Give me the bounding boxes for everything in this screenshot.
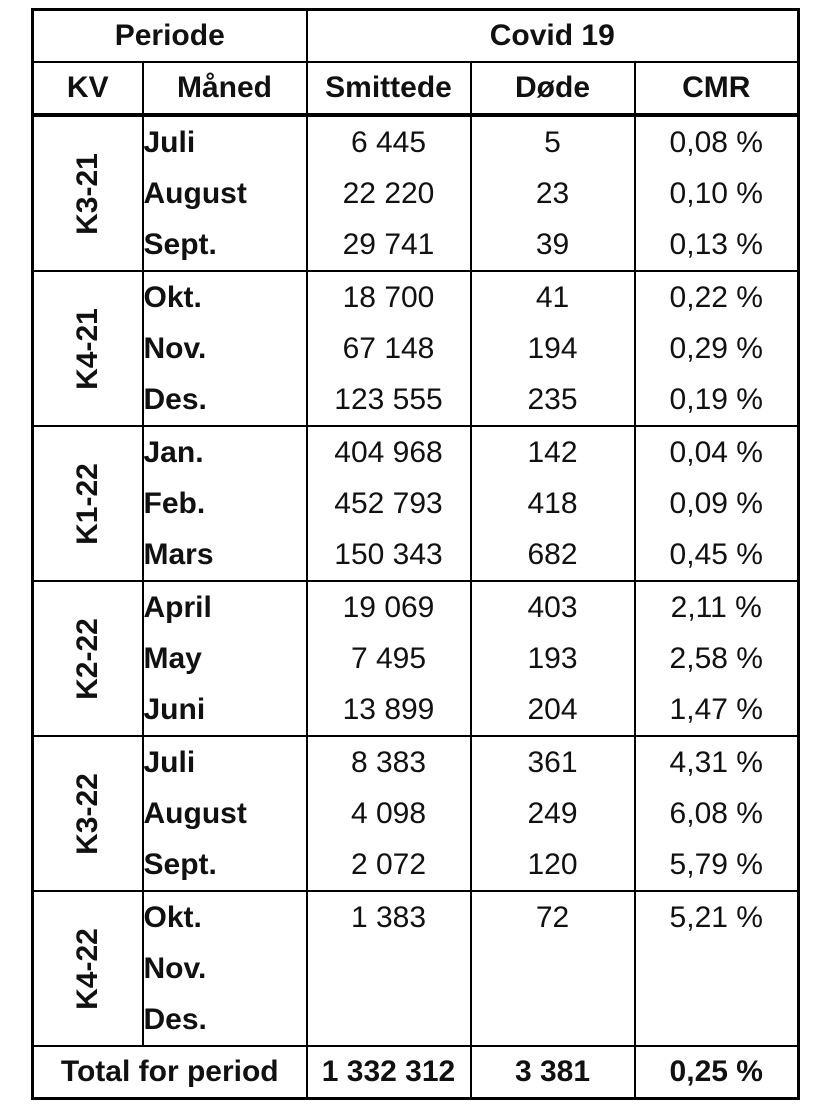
dode-cell: 23: [471, 168, 635, 219]
table-row: [33, 529, 799, 581]
month-cell: May: [143, 633, 307, 684]
table-row: [33, 943, 799, 994]
total-label: Total for period: [33, 1046, 307, 1099]
month-cell: Des.: [143, 374, 307, 426]
table-row: [33, 581, 799, 633]
smittede-cell: 22 220: [307, 168, 471, 219]
table-row: [33, 788, 799, 839]
cmr-cell: 0,09 %: [635, 478, 799, 529]
header-cmr: CMR: [635, 62, 799, 115]
table-row: [33, 994, 799, 1046]
cmr-cell: 0,29 %: [635, 323, 799, 374]
cmr-cell: [635, 994, 799, 1046]
cmr-cell: 0,22 %: [635, 271, 799, 323]
total-dode: 3 381: [471, 1046, 635, 1099]
header-periode: Periode: [33, 10, 307, 63]
month-cell: Juli: [143, 115, 307, 168]
month-cell: April: [143, 581, 307, 633]
kv-label: K3-22: [70, 772, 104, 855]
cmr-cell: 5,21 %: [635, 891, 799, 943]
kv-label: K3-21: [70, 152, 104, 235]
covid-table: [31, 8, 800, 1100]
cmr-cell: 0,19 %: [635, 374, 799, 426]
dode-cell: 249: [471, 788, 635, 839]
header-smittede: Smittede: [307, 62, 471, 115]
smittede-cell: [307, 943, 471, 994]
month-cell: Okt.: [143, 891, 307, 943]
dode-cell: 361: [471, 736, 635, 788]
header-maned: Måned: [143, 62, 307, 115]
header-covid: Covid 19: [307, 10, 799, 63]
kv-cell: [33, 426, 143, 581]
smittede-cell: 150 343: [307, 529, 471, 581]
smittede-cell: 8 383: [307, 736, 471, 788]
table-row: [33, 736, 799, 788]
cmr-cell: 0,13 %: [635, 219, 799, 271]
month-cell: Nov.: [143, 943, 307, 994]
dode-cell: 682: [471, 529, 635, 581]
dode-cell: 39: [471, 219, 635, 271]
dode-cell: [471, 943, 635, 994]
cmr-cell: [635, 943, 799, 994]
table-row: [33, 271, 799, 323]
kv-cell: [33, 891, 143, 1046]
smittede-cell: 1 383: [307, 891, 471, 943]
table-row: [33, 478, 799, 529]
dode-cell: 418: [471, 478, 635, 529]
kv-label: K2-22: [70, 617, 104, 700]
dode-cell: 194: [471, 323, 635, 374]
table-row: [33, 891, 799, 943]
kv-cell: [33, 581, 143, 736]
cmr-cell: 0,08 %: [635, 115, 799, 168]
total-cmr: 0,25 %: [635, 1046, 799, 1099]
kv-label: K4-21: [70, 307, 104, 390]
smittede-cell: 123 555: [307, 374, 471, 426]
kv-label: K1-22: [70, 462, 104, 545]
smittede-cell: 29 741: [307, 219, 471, 271]
table-row: [33, 219, 799, 271]
dode-cell: 403: [471, 581, 635, 633]
month-cell: Okt.: [143, 271, 307, 323]
kv-label: K4-22: [70, 927, 104, 1010]
dode-cell: 193: [471, 633, 635, 684]
cmr-cell: 0,45 %: [635, 529, 799, 581]
header-kv: KV: [33, 62, 143, 115]
month-cell: Sept.: [143, 839, 307, 891]
smittede-cell: 4 098: [307, 788, 471, 839]
table-row: [33, 115, 799, 168]
kv-cell: [33, 115, 143, 271]
table-body: [33, 115, 799, 1046]
total-row: [33, 1046, 799, 1099]
month-cell: August: [143, 788, 307, 839]
month-cell: Juli: [143, 736, 307, 788]
smittede-cell: 67 148: [307, 323, 471, 374]
dode-cell: 5: [471, 115, 635, 168]
cmr-cell: 2,11 %: [635, 581, 799, 633]
kv-cell: [33, 736, 143, 891]
table-row: [33, 374, 799, 426]
dode-cell: [471, 994, 635, 1046]
dode-cell: 41: [471, 271, 635, 323]
smittede-cell: 404 968: [307, 426, 471, 478]
dode-cell: 235: [471, 374, 635, 426]
table-row: [33, 684, 799, 736]
cmr-cell: 1,47 %: [635, 684, 799, 736]
table-row: [33, 323, 799, 374]
month-cell: Mars: [143, 529, 307, 581]
kv-cell: [33, 271, 143, 426]
table-row: [33, 426, 799, 478]
dode-cell: 120: [471, 839, 635, 891]
smittede-cell: 452 793: [307, 478, 471, 529]
table-row: [33, 168, 799, 219]
header-dode: Døde: [471, 62, 635, 115]
cmr-cell: 2,58 %: [635, 633, 799, 684]
smittede-cell: 13 899: [307, 684, 471, 736]
smittede-cell: 2 072: [307, 839, 471, 891]
month-cell: Feb.: [143, 478, 307, 529]
cmr-cell: 4,31 %: [635, 736, 799, 788]
smittede-cell: 7 495: [307, 633, 471, 684]
cmr-cell: 0,04 %: [635, 426, 799, 478]
month-cell: Jan.: [143, 426, 307, 478]
table-row: [33, 633, 799, 684]
cmr-cell: 6,08 %: [635, 788, 799, 839]
cmr-cell: 0,10 %: [635, 168, 799, 219]
month-cell: Des.: [143, 994, 307, 1046]
cmr-cell: 5,79 %: [635, 839, 799, 891]
month-cell: Nov.: [143, 323, 307, 374]
smittede-cell: [307, 994, 471, 1046]
table-row: [33, 839, 799, 891]
dode-cell: 142: [471, 426, 635, 478]
month-cell: Juni: [143, 684, 307, 736]
smittede-cell: 6 445: [307, 115, 471, 168]
total-smittede: 1 332 312: [307, 1046, 471, 1099]
dode-cell: 72: [471, 891, 635, 943]
month-cell: August: [143, 168, 307, 219]
month-cell: Sept.: [143, 219, 307, 271]
dode-cell: 204: [471, 684, 635, 736]
smittede-cell: 18 700: [307, 271, 471, 323]
smittede-cell: 19 069: [307, 581, 471, 633]
